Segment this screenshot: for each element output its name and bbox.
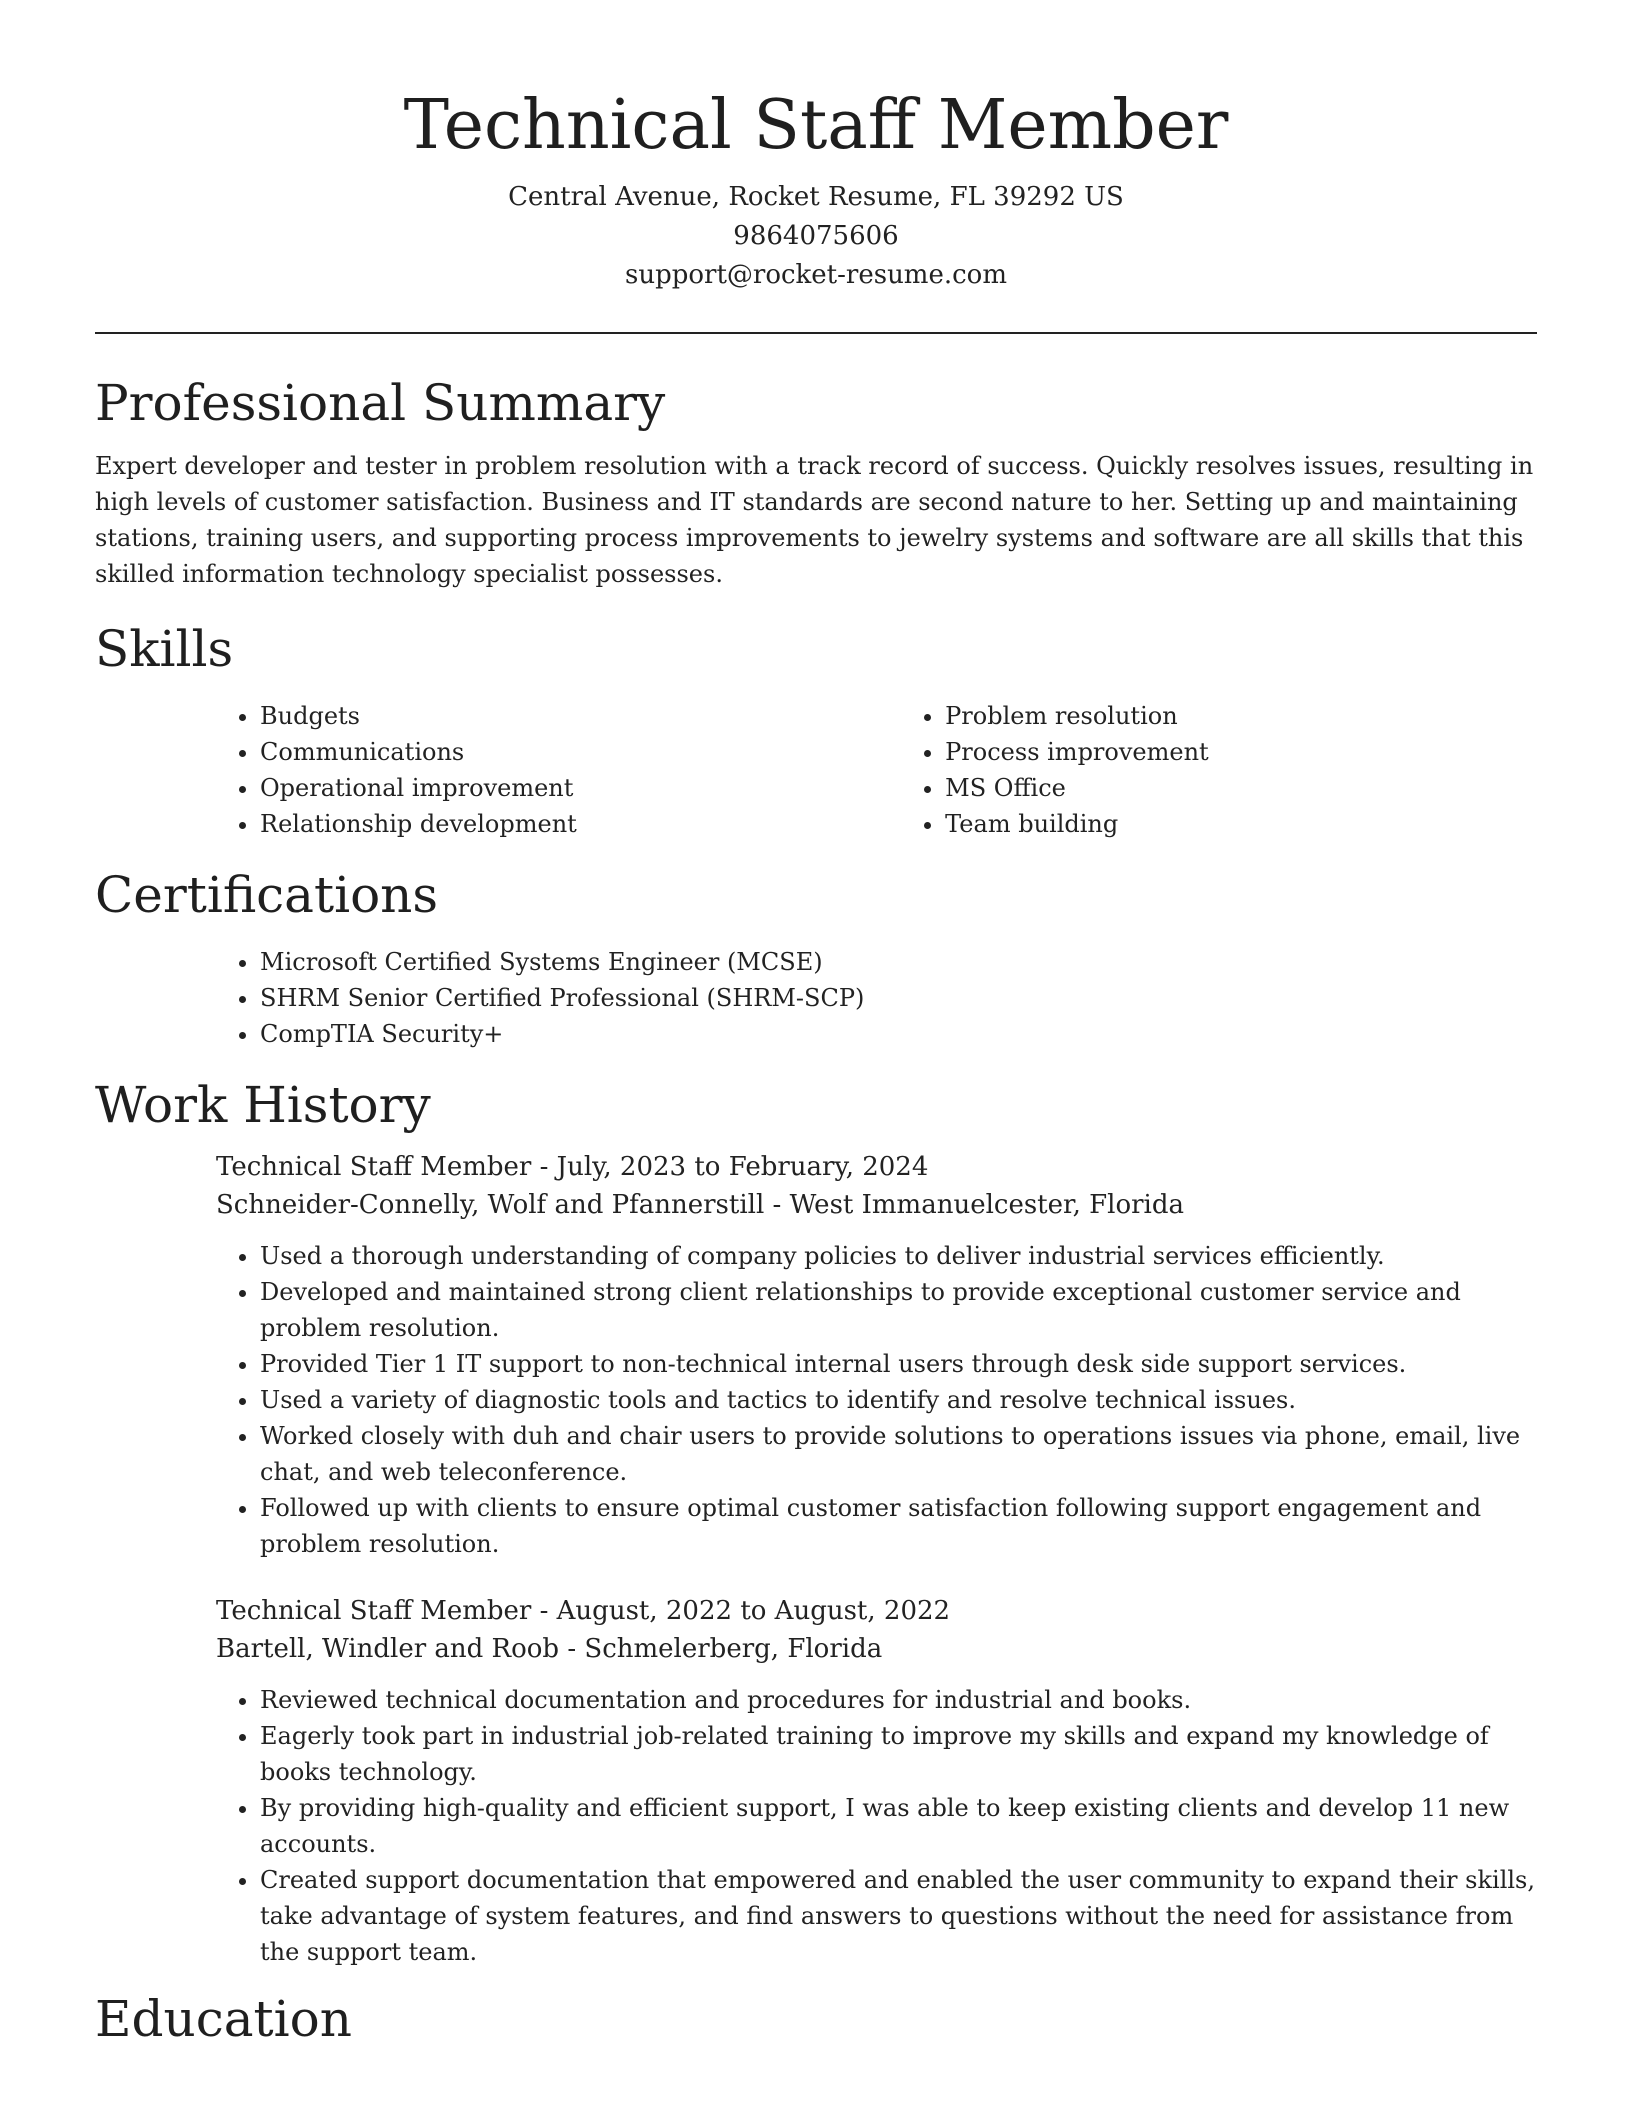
job-bullet: • Provided Tier 1 IT support to non-technical internal users through desk side support services.: [260, 1346, 1537, 1382]
address: Central Avenue, Rocket Resume, FL 39292 US: [508, 182, 1124, 212]
job-bullets: [216, 1682, 1537, 1970]
job-bullet: • Created support documentation that empowered and enabled the user community to expand their skills, take advantage of system features, and find answers to questions without the need for assistance from the support team.: [260, 1862, 1537, 1970]
job-bullet: • Reviewed technical documentation and procedures for industrial and books.: [260, 1682, 1537, 1718]
header-divider: [95, 332, 1537, 334]
skills-list-right: [901, 698, 1537, 842]
job-bullet: • Used a thorough understanding of company policies to deliver industrial services efficiently.: [260, 1238, 1537, 1274]
skill-item: • MS Office: [945, 770, 1537, 806]
summary-text: Expert developer and tester in problem resolution with a track record of success. Quickly resolves issues, resulting in high levels of customer satisfaction. Business and IT standards are second nature to her. Setting up and maintaining stations, training users, and supporting process improvements to jewelry systems and software are all skills that this skilled information technology specialist possesses.: [95, 452, 1534, 588]
job-bullet: • By providing high-quality and efficient support, I was able to keep existing clients and develop 11 new accounts.: [260, 1790, 1537, 1862]
job-bullets: [216, 1238, 1537, 1562]
job-bullet: • Used a variety of diagnostic tools and tactics to identify and resolve technical issues.: [260, 1382, 1537, 1418]
job-title-dates: Technical Staff Member - August, 2022 to August, 2022: [216, 1596, 951, 1626]
skill-item: • Process improvement: [945, 734, 1537, 770]
certification-item: • Microsoft Certified Systems Engineer (MCSE): [260, 944, 1537, 980]
resume-header: [95, 0, 1537, 295]
job-bullet: • Followed up with clients to ensure optimal customer satisfaction following support engagement and problem resolution.: [260, 1490, 1537, 1562]
education-section: [95, 1988, 1537, 2050]
job-company-location: Schneider-Connelly, Wolf and Pfannerstill - West Immanuelcester, Florida: [216, 1190, 1185, 1220]
phone-number: 9864075606: [733, 221, 899, 251]
job-entry: [216, 1592, 1537, 1970]
skills-list-left: [216, 698, 901, 842]
skill-item: • Operational improvement: [260, 770, 901, 806]
summary-section: [95, 372, 1537, 592]
contact-block: [95, 178, 1537, 295]
email-address: support@rocket-resume.com: [624, 260, 1007, 290]
job-bullet: • Developed and maintained strong client relationships to provide exceptional customer service and problem resolution.: [260, 1274, 1537, 1346]
certification-item: • SHRM Senior Certified Professional (SHRM-SCP): [260, 980, 1537, 1016]
summary-heading: Professional Summary: [95, 374, 666, 432]
candidate-name: Technical Staff Member: [403, 86, 1229, 165]
certifications-section: [95, 864, 1537, 1052]
job-title-dates: Technical Staff Member - July, 2023 to February, 2024: [216, 1152, 929, 1182]
job-bullet: • Eagerly took part in industrial job-related training to improve my skills and expand my knowledge of books technology.: [260, 1718, 1537, 1790]
certifications-heading: Certifications: [95, 866, 439, 924]
job-bullet: • Worked closely with duh and chair users to provide solutions to operations issues via phone, email, live chat, and web teleconference.: [260, 1418, 1537, 1490]
certification-item: • CompTIA Security+: [260, 1016, 1537, 1052]
job-entry: [216, 1148, 1537, 1562]
job-company-location: Bartell, Windler and Roob - Schmelerberg, Florida: [216, 1634, 883, 1664]
skill-item: • Problem resolution: [945, 698, 1537, 734]
skill-item: • Team building: [945, 806, 1537, 842]
education-heading: Education: [95, 1990, 352, 2048]
skills-grid: [216, 698, 1537, 842]
work-history-section: [95, 1074, 1537, 1970]
skill-item: • Budgets: [260, 698, 901, 734]
skill-item: • Relationship development: [260, 806, 901, 842]
skills-heading: Skills: [95, 620, 234, 678]
work-history-heading: Work History: [95, 1076, 431, 1134]
resume-page: [95, 0, 1537, 2050]
skills-section: [95, 618, 1537, 842]
certifications-list: [216, 944, 1537, 1052]
skill-item: • Communications: [260, 734, 901, 770]
